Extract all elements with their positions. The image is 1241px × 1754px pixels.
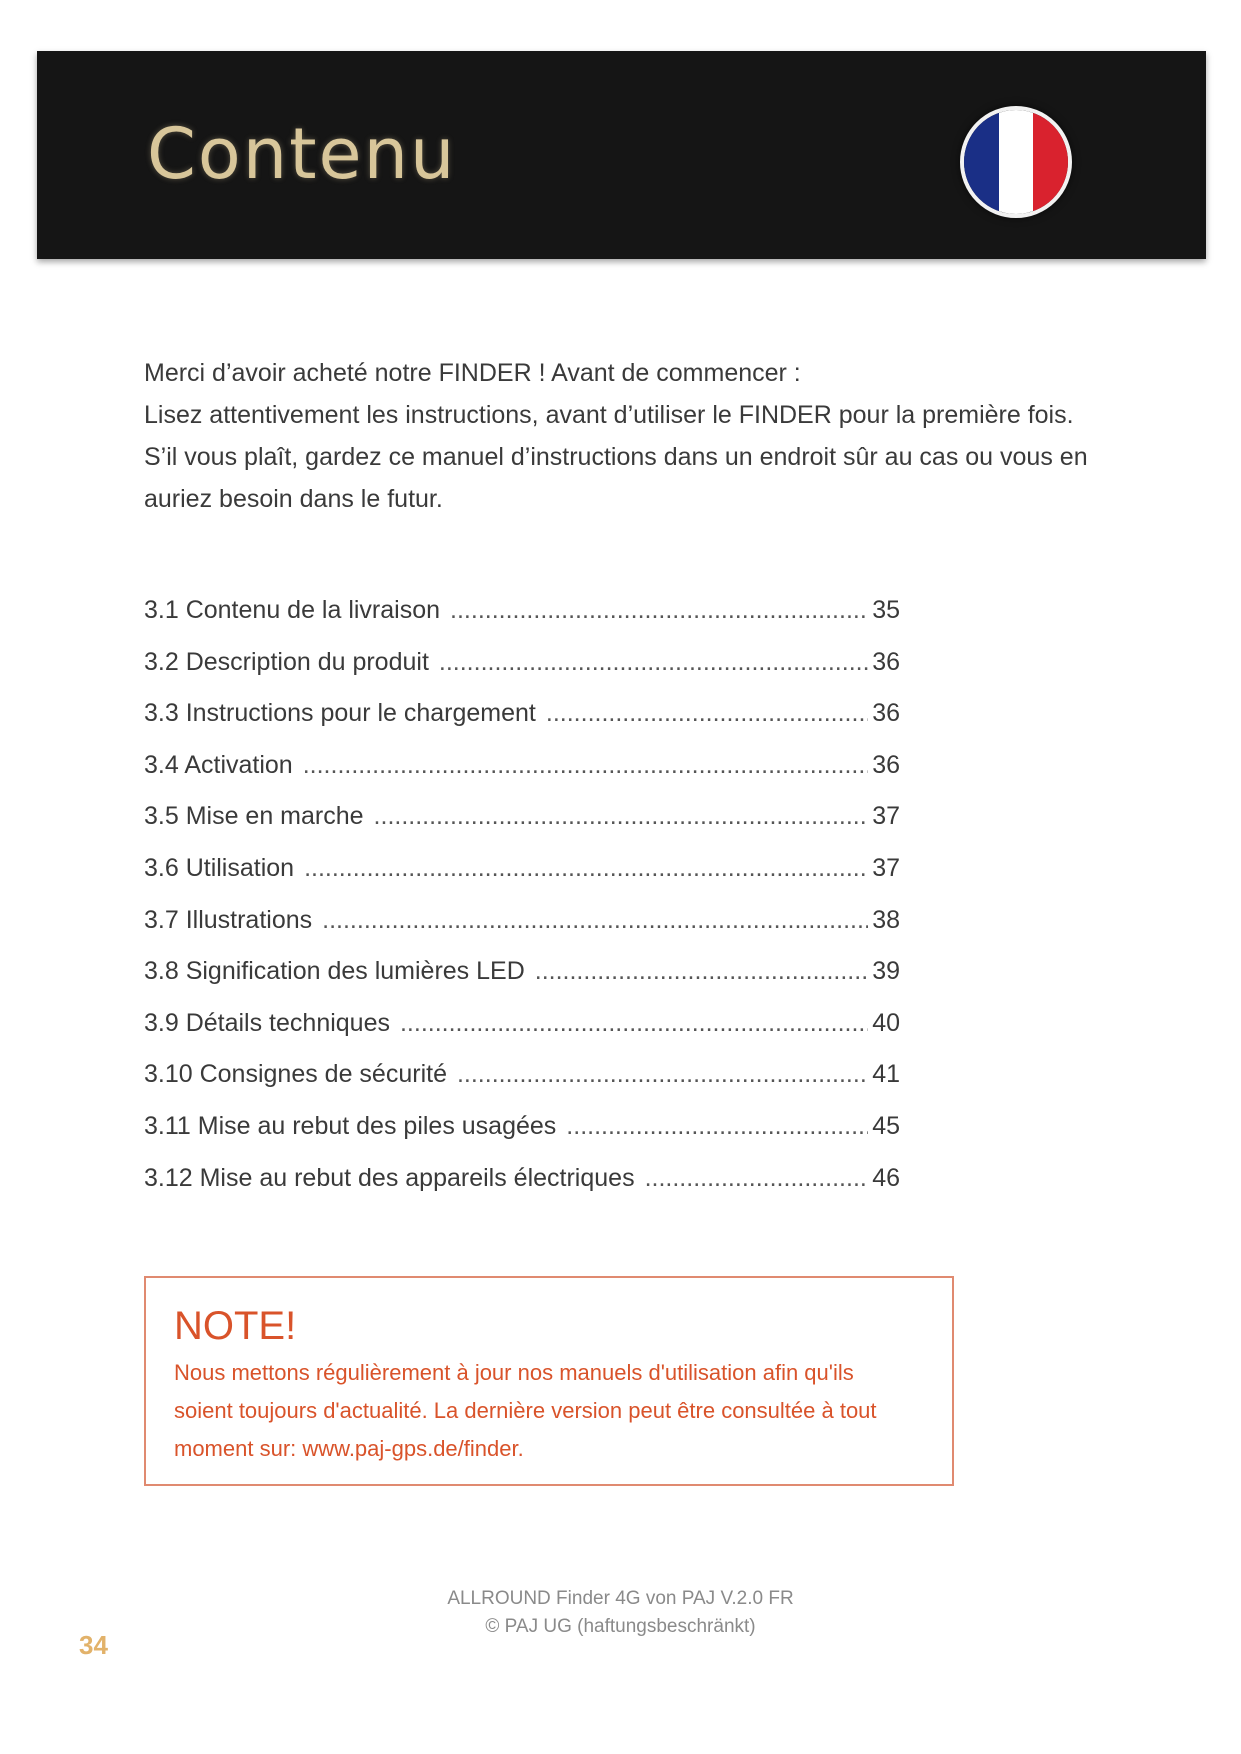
footer — [0, 1585, 1241, 1641]
toc-entry[interactable] — [144, 957, 900, 1009]
toc-entry-page: 39 — [872, 957, 900, 986]
toc-entry-label: 3.10 Consignes de sécurité — [144, 1060, 447, 1089]
toc-leader-dots — [439, 648, 868, 677]
footer-line-1: ALLROUND Finder 4G von PAJ V.2.0 FR — [447, 1588, 794, 1609]
toc-entry-page: 36 — [872, 699, 900, 728]
toc-entry-label: 3.6 Utilisation — [144, 853, 295, 882]
toc-entry-label: 3.11 Mise au rebut des piles usagées — [144, 1111, 557, 1140]
page-title: Contenu — [147, 113, 457, 195]
toc-leader-dots — [566, 1112, 868, 1141]
toc-entry-page: 40 — [872, 1008, 900, 1037]
toc-entry-page: 45 — [872, 1111, 900, 1140]
toc-leader-dots — [322, 906, 868, 935]
toc-leader-dots — [374, 802, 869, 831]
toc-entry[interactable] — [144, 906, 900, 958]
intro-line-2: Lisez attentivement les instructions, avant d’utiliser le FINDER pour la première fois. S’il vous plaît, gardez ce manuel d’instructions dans un endroit sûr au cas ou vous en auriez besoin dans le futur. — [144, 401, 1088, 513]
toc-leader-dots — [546, 699, 868, 728]
note-title: NOTE! — [174, 1304, 297, 1348]
page-number: 34 — [79, 1630, 108, 1660]
note-box — [144, 1276, 954, 1486]
toc-entry[interactable] — [144, 802, 900, 854]
toc-entry-label: 3.12 Mise au rebut des appareils électriques — [144, 1163, 635, 1192]
toc-entry-label: 3.3 Instructions pour le chargement — [144, 699, 536, 728]
toc-entry-page: 36 — [872, 750, 900, 779]
toc-entry[interactable] — [144, 648, 900, 700]
toc-leader-dots — [535, 957, 868, 986]
intro-text — [144, 352, 1104, 520]
toc-entry[interactable] — [144, 854, 900, 906]
toc-leader-dots — [400, 1009, 868, 1038]
toc-entry-label: 3.8 Signification des lumières LED — [144, 957, 525, 986]
toc-entry-label: 3.2 Description du produit — [144, 647, 429, 676]
france-flag-icon — [960, 106, 1072, 218]
toc-entry-label: 3.9 Détails techniques — [144, 1008, 390, 1037]
toc-entry[interactable] — [144, 699, 900, 751]
toc-leader-dots — [457, 1060, 868, 1089]
footer-line-2: © PAJ UG (haftungsbeschränkt) — [485, 1616, 756, 1637]
note-text: Nous mettons régulièrement à jour nos manuels d'utilisation afin qu'ils soient toujours d'actualité. La dernière version peut être consultée à tout moment sur: www.paj-gps.de/finder. — [174, 1360, 877, 1461]
toc-entry-label: 3.7 Illustrations — [144, 905, 313, 934]
toc-entry-page: 46 — [872, 1163, 900, 1192]
intro-line-1: Merci d’avoir acheté notre FINDER ! Avant de commencer : — [144, 359, 801, 387]
toc-entry-page: 38 — [872, 905, 900, 934]
toc-leader-dots — [303, 751, 868, 780]
toc-entry[interactable] — [144, 1009, 900, 1061]
toc-entry-page: 37 — [872, 853, 900, 882]
toc-leader-dots — [450, 596, 868, 625]
toc-entry[interactable] — [144, 1060, 900, 1112]
table-of-contents — [144, 596, 900, 1215]
toc-entry-page: 37 — [872, 802, 900, 831]
toc-leader-dots — [304, 854, 868, 883]
toc-entry[interactable] — [144, 1164, 900, 1216]
toc-entry-label: 3.4 Activation — [144, 750, 293, 779]
toc-entry-label: 3.1 Contenu de la livraison — [144, 596, 441, 624]
toc-entry-page: 36 — [872, 647, 900, 676]
toc-entry[interactable] — [144, 751, 900, 803]
toc-entry-page: 41 — [872, 1060, 900, 1089]
toc-entry-label: 3.5 Mise en marche — [144, 802, 364, 831]
toc-leader-dots — [645, 1164, 869, 1193]
toc-entry[interactable] — [144, 1112, 900, 1164]
toc-entry-page: 35 — [872, 596, 900, 624]
header-banner — [37, 51, 1206, 259]
toc-entry[interactable] — [144, 596, 900, 648]
